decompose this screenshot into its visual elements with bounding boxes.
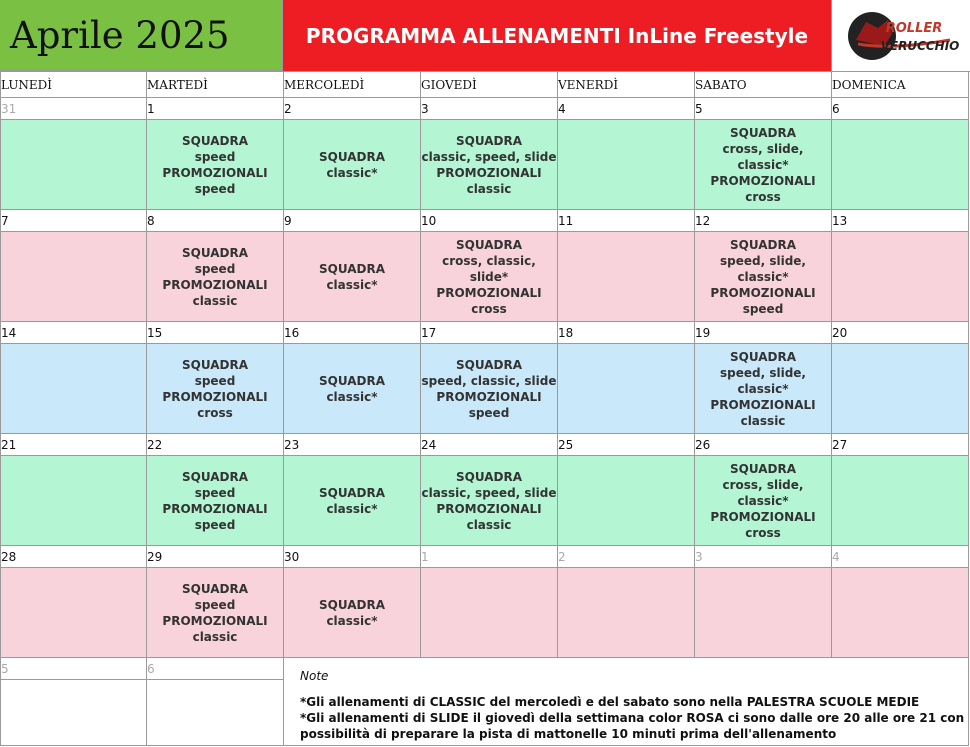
training-line: cross, classic, slide*: [442, 253, 536, 284]
date-number: 4: [558, 98, 695, 120]
date-number: 25: [558, 434, 695, 456]
training-line: classic, speed, slide: [421, 485, 557, 500]
weekday-header-row: [1, 72, 969, 98]
day-cell: [832, 120, 969, 210]
day-cell: [832, 344, 969, 434]
training-line: PROMOZIONALI: [710, 173, 816, 188]
day-cell: [695, 120, 832, 210]
notes-section: [284, 658, 969, 746]
training-line: PROMOZIONALI: [162, 389, 268, 404]
training-line: SQUADRA: [456, 133, 522, 148]
roller-verucchio-logo-icon: [832, 0, 970, 71]
date-number-row: [1, 210, 969, 232]
training-line: PROMOZIONALI: [436, 501, 542, 516]
training-line: cross, slide, classic*: [722, 141, 804, 172]
training-line: speed, classic, slide: [421, 373, 557, 388]
day-cell: [832, 232, 969, 322]
date-number: 24: [421, 434, 558, 456]
day-cell: [558, 344, 695, 434]
date-number: 28: [1, 546, 147, 568]
training-line: speed: [468, 405, 510, 420]
training-line: PROMOZIONALI: [710, 397, 816, 412]
date-number: 27: [832, 434, 969, 456]
date-number: 9: [284, 210, 421, 232]
training-line: SQUADRA: [730, 461, 796, 476]
training-line: SQUADRA: [182, 245, 248, 260]
day-cell: [147, 456, 284, 546]
date-number-row: [1, 98, 969, 120]
weekday-header: SABATO: [695, 72, 832, 98]
date-number: 26: [695, 434, 832, 456]
note-classic: *Gli allenamenti di CLASSIC del mercoledì e del sabato sono nella PALESTRA SCUOLE MEDIE: [300, 694, 920, 709]
training-line: classic: [740, 413, 786, 428]
day-cell: [421, 120, 558, 210]
training-line: speed, slide,: [720, 365, 806, 380]
date-number: 8: [147, 210, 284, 232]
date-number: 6: [832, 98, 969, 120]
date-number: 5: [1, 658, 147, 680]
day-cell: [284, 568, 421, 658]
date-number: 1: [147, 98, 284, 120]
day-cell: [832, 568, 969, 658]
day-cell: [147, 232, 284, 322]
day-cell: [695, 344, 832, 434]
empty-cell: [147, 680, 284, 746]
weekday-header: LUNEDÌ: [1, 72, 147, 98]
date-number: 2: [558, 546, 695, 568]
date-number: 5: [695, 98, 832, 120]
date-number: 4: [832, 546, 969, 568]
training-line: SQUADRA: [730, 349, 796, 364]
date-number: 30: [284, 546, 421, 568]
day-cell: [147, 344, 284, 434]
day-cell: [421, 456, 558, 546]
training-line: classic*: [326, 389, 378, 404]
empty-cell: [1, 680, 147, 746]
training-line: speed: [194, 149, 236, 164]
day-cell: [421, 232, 558, 322]
training-line: cross, slide, classic*: [722, 477, 804, 508]
date-number-row: [1, 546, 969, 568]
note-slide: *Gli allenamenti di SLIDE il giovedì della settimana color ROSA ci sono dalle ore 20 alle ore 21 con possibilità di preparare la pista di mattonelle 10 minuti prima dell'allenamento: [300, 710, 965, 741]
training-row: [1, 344, 969, 434]
training-line: SQUADRA: [182, 469, 248, 484]
training-line: SQUADRA: [182, 581, 248, 596]
training-line: speed, slide,: [720, 253, 806, 268]
day-cell: [284, 120, 421, 210]
day-cell: [147, 568, 284, 658]
day-cell: [1, 568, 147, 658]
weekday-header: DOMENICA: [832, 72, 969, 98]
training-line: SQUADRA: [456, 469, 522, 484]
day-cell: [1, 232, 147, 322]
training-line: cross: [197, 405, 233, 420]
training-line: speed: [194, 485, 236, 500]
day-cell: [284, 232, 421, 322]
date-number: 10: [421, 210, 558, 232]
date-number: 7: [1, 210, 147, 232]
date-number: 13: [832, 210, 969, 232]
training-line: speed: [194, 181, 236, 196]
training-line: classic: [192, 629, 238, 644]
training-line: SQUADRA: [182, 133, 248, 148]
training-line: speed: [194, 517, 236, 532]
training-line: classic*: [326, 501, 378, 516]
training-line: classic: [466, 181, 512, 196]
training-line: classic: [192, 293, 238, 308]
date-number: 18: [558, 322, 695, 344]
training-line: SQUADRA: [456, 237, 522, 252]
date-number-row: [1, 434, 969, 456]
training-line: PROMOZIONALI: [710, 285, 816, 300]
training-line: PROMOZIONALI: [436, 285, 542, 300]
date-number: 20: [832, 322, 969, 344]
program-title: PROGRAMMA ALLENAMENTI InLine Freestyle: [283, 0, 831, 72]
logo-text-roller: ROLLER: [885, 21, 943, 36]
date-number: 11: [558, 210, 695, 232]
training-line: speed: [194, 373, 236, 388]
training-line: PROMOZIONALI: [162, 501, 268, 516]
date-number: 17: [421, 322, 558, 344]
day-cell: [695, 568, 832, 658]
training-line: SQUADRA: [730, 125, 796, 140]
training-line: cross: [745, 525, 781, 540]
training-line: classic*: [326, 277, 378, 292]
training-line: classic, speed, slide: [421, 149, 557, 164]
training-line: SQUADRA: [182, 357, 248, 372]
date-number-row: [1, 658, 969, 680]
training-line: SQUADRA: [319, 261, 385, 276]
day-cell: [695, 232, 832, 322]
date-number: 2: [284, 98, 421, 120]
day-cell: [421, 568, 558, 658]
date-number: 23: [284, 434, 421, 456]
date-number: 3: [695, 546, 832, 568]
date-number: 3: [421, 98, 558, 120]
training-line: PROMOZIONALI: [162, 613, 268, 628]
training-line: PROMOZIONALI: [710, 509, 816, 524]
day-cell: [1, 344, 147, 434]
training-line: PROMOZIONALI: [436, 165, 542, 180]
date-number-row: [1, 322, 969, 344]
training-line: SQUADRA: [319, 597, 385, 612]
training-line: SQUADRA: [319, 485, 385, 500]
day-cell: [1, 120, 147, 210]
day-cell: [558, 456, 695, 546]
day-cell: [558, 568, 695, 658]
training-line: SQUADRA: [319, 373, 385, 388]
month-title: Aprile 2025: [0, 0, 283, 71]
day-cell: [284, 456, 421, 546]
logo-text-verucchio: VERUCCHIO: [880, 39, 960, 53]
training-line: classic: [466, 517, 512, 532]
training-row: [1, 568, 969, 658]
weekday-header: MARTEDÌ: [147, 72, 284, 98]
notes-title: Note: [300, 668, 329, 683]
training-row: [1, 232, 969, 322]
date-number: 12: [695, 210, 832, 232]
training-line: PROMOZIONALI: [162, 165, 268, 180]
training-line: speed: [742, 301, 784, 316]
training-line: speed: [194, 261, 236, 276]
day-cell: [558, 120, 695, 210]
training-line: classic*: [737, 381, 789, 396]
training-line: cross: [745, 189, 781, 204]
date-number: 21: [1, 434, 147, 456]
training-line: PROMOZIONALI: [436, 389, 542, 404]
training-line: classic*: [326, 165, 378, 180]
club-logo: [831, 0, 970, 72]
training-line: classic*: [326, 613, 378, 628]
training-line: cross: [471, 301, 507, 316]
training-line: classic*: [737, 269, 789, 284]
weekday-header: MERCOLEDÌ: [284, 72, 421, 98]
date-number: 14: [1, 322, 147, 344]
date-number: 1: [421, 546, 558, 568]
day-cell: [147, 120, 284, 210]
training-line: SQUADRA: [730, 237, 796, 252]
calendar-table: [0, 71, 969, 746]
date-number: 19: [695, 322, 832, 344]
date-number: 31: [1, 98, 147, 120]
training-line: SQUADRA: [319, 149, 385, 164]
training-row: [1, 456, 969, 546]
day-cell: [695, 456, 832, 546]
day-cell: [832, 456, 969, 546]
date-number: 29: [147, 546, 284, 568]
day-cell: [558, 232, 695, 322]
date-number: 22: [147, 434, 284, 456]
date-number: 15: [147, 322, 284, 344]
date-number: 6: [147, 658, 284, 680]
training-line: PROMOZIONALI: [162, 277, 268, 292]
day-cell: [284, 344, 421, 434]
training-line: speed: [194, 597, 236, 612]
weekday-header: GIOVEDÌ: [421, 72, 558, 98]
weekday-header: VENERDÌ: [558, 72, 695, 98]
day-cell: [1, 456, 147, 546]
day-cell: [421, 344, 558, 434]
training-row: [1, 120, 969, 210]
date-number: 16: [284, 322, 421, 344]
training-line: SQUADRA: [456, 357, 522, 372]
